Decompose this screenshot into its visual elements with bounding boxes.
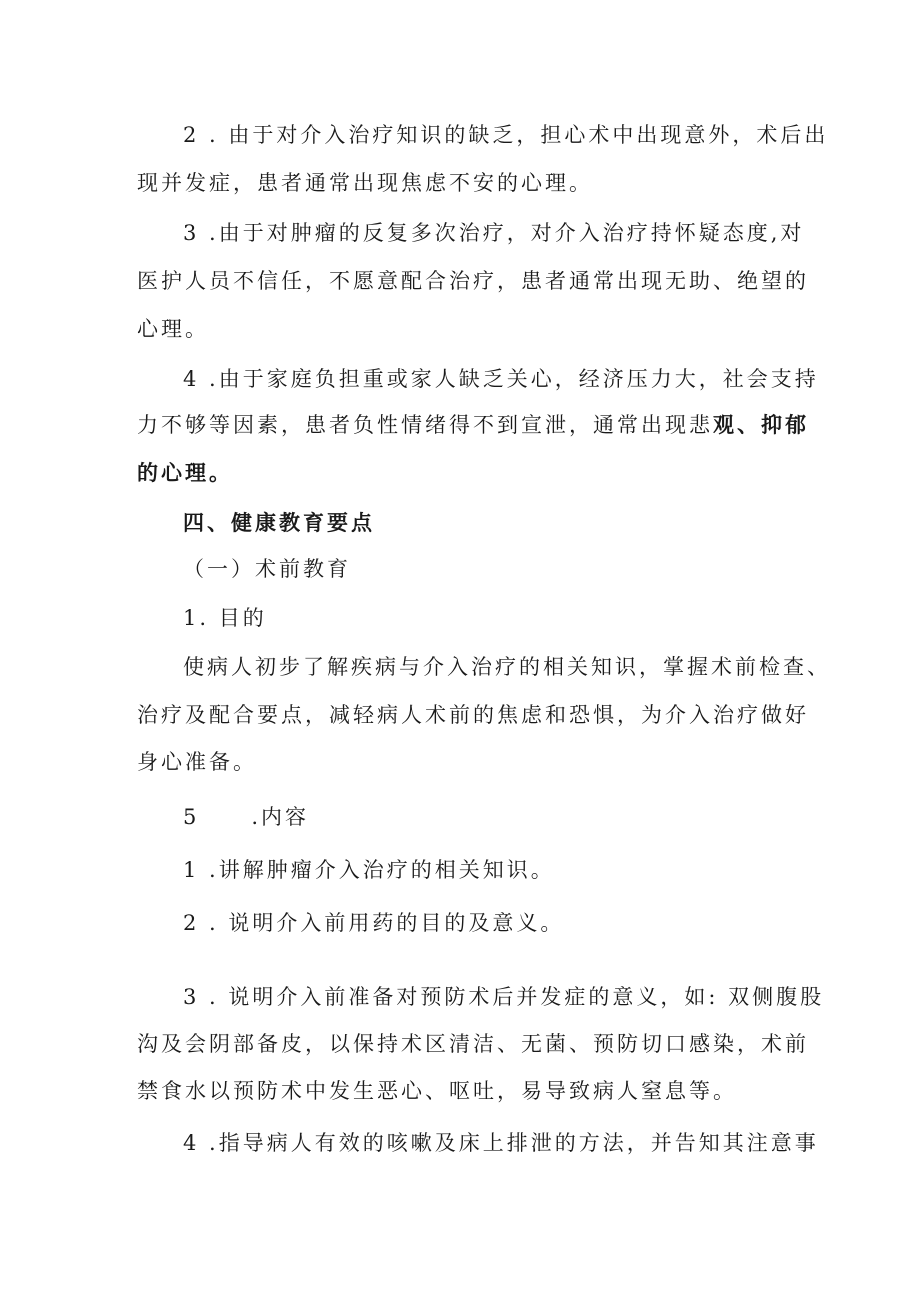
item4-line1: 4 .指导病人有效的咳嗽及床上排泄的方法，并告知其注意事 <box>183 1131 819 1155</box>
subsection1-heading: （一）术前教育 <box>183 557 351 581</box>
para3-line3: 心理。 <box>137 317 209 341</box>
purpose-line1: 使病人初步了解疾病与介入治疗的相关知识，掌握术前检查、 <box>183 655 831 679</box>
content-heading <box>183 802 309 832</box>
para2-line2: 现并发症，患者通常出现焦虑不安的心理。 <box>137 171 593 195</box>
item3-line2: 沟及会阴部备皮，以保持术区清洁、无菌、预防切口感染，术前 <box>137 1032 809 1056</box>
content-label: .内容 <box>251 805 310 829</box>
para3-line2: 医护人员不信任，不愿意配合治疗，患者通常出现无助、绝望的 <box>137 269 809 293</box>
para4-line2-bold: 观、抑郁 <box>713 412 809 437</box>
para4-line2-normal: 力不够等因素，患者负性情绪得不到宣泄，通常出现悲 <box>137 413 713 437</box>
item2: 2 . 说明介入前用药的目的及意义。 <box>183 911 565 935</box>
para4-line2 <box>137 410 809 440</box>
item3-line3: 禁食水以预防术中发生恶心、呕吐，易导致病人窒息等。 <box>137 1079 737 1103</box>
item1: 1 .讲解肿瘤介入治疗的相关知识。 <box>183 858 555 882</box>
purpose-line3: 身心准备。 <box>137 750 257 774</box>
para4-line3: 的心理。 <box>137 460 233 485</box>
para2-line1: 2 . 由于对介入治疗知识的缺乏，担心术中出现意外，术后出 <box>183 123 829 147</box>
content-number: 5 <box>183 805 200 829</box>
para4-line1: 4 .由于家庭负担重或家人缺乏关心，经济压力大，社会支持 <box>183 367 819 391</box>
purpose-heading: 1. 目的 <box>183 606 267 630</box>
item3-line1: 3 . 说明介入前准备对预防术后并发症的意义，如: 双侧腹股 <box>183 985 825 1009</box>
para3-line1: 3 .由于对肿瘤的反复多次治疗，对介入治疗持怀疑态度,对 <box>183 221 805 245</box>
purpose-line2: 治疗及配合要点，减轻病人术前的焦虑和恐惧，为介入治疗做好 <box>137 703 809 727</box>
section4-heading: 四、健康教育要点 <box>183 510 375 535</box>
